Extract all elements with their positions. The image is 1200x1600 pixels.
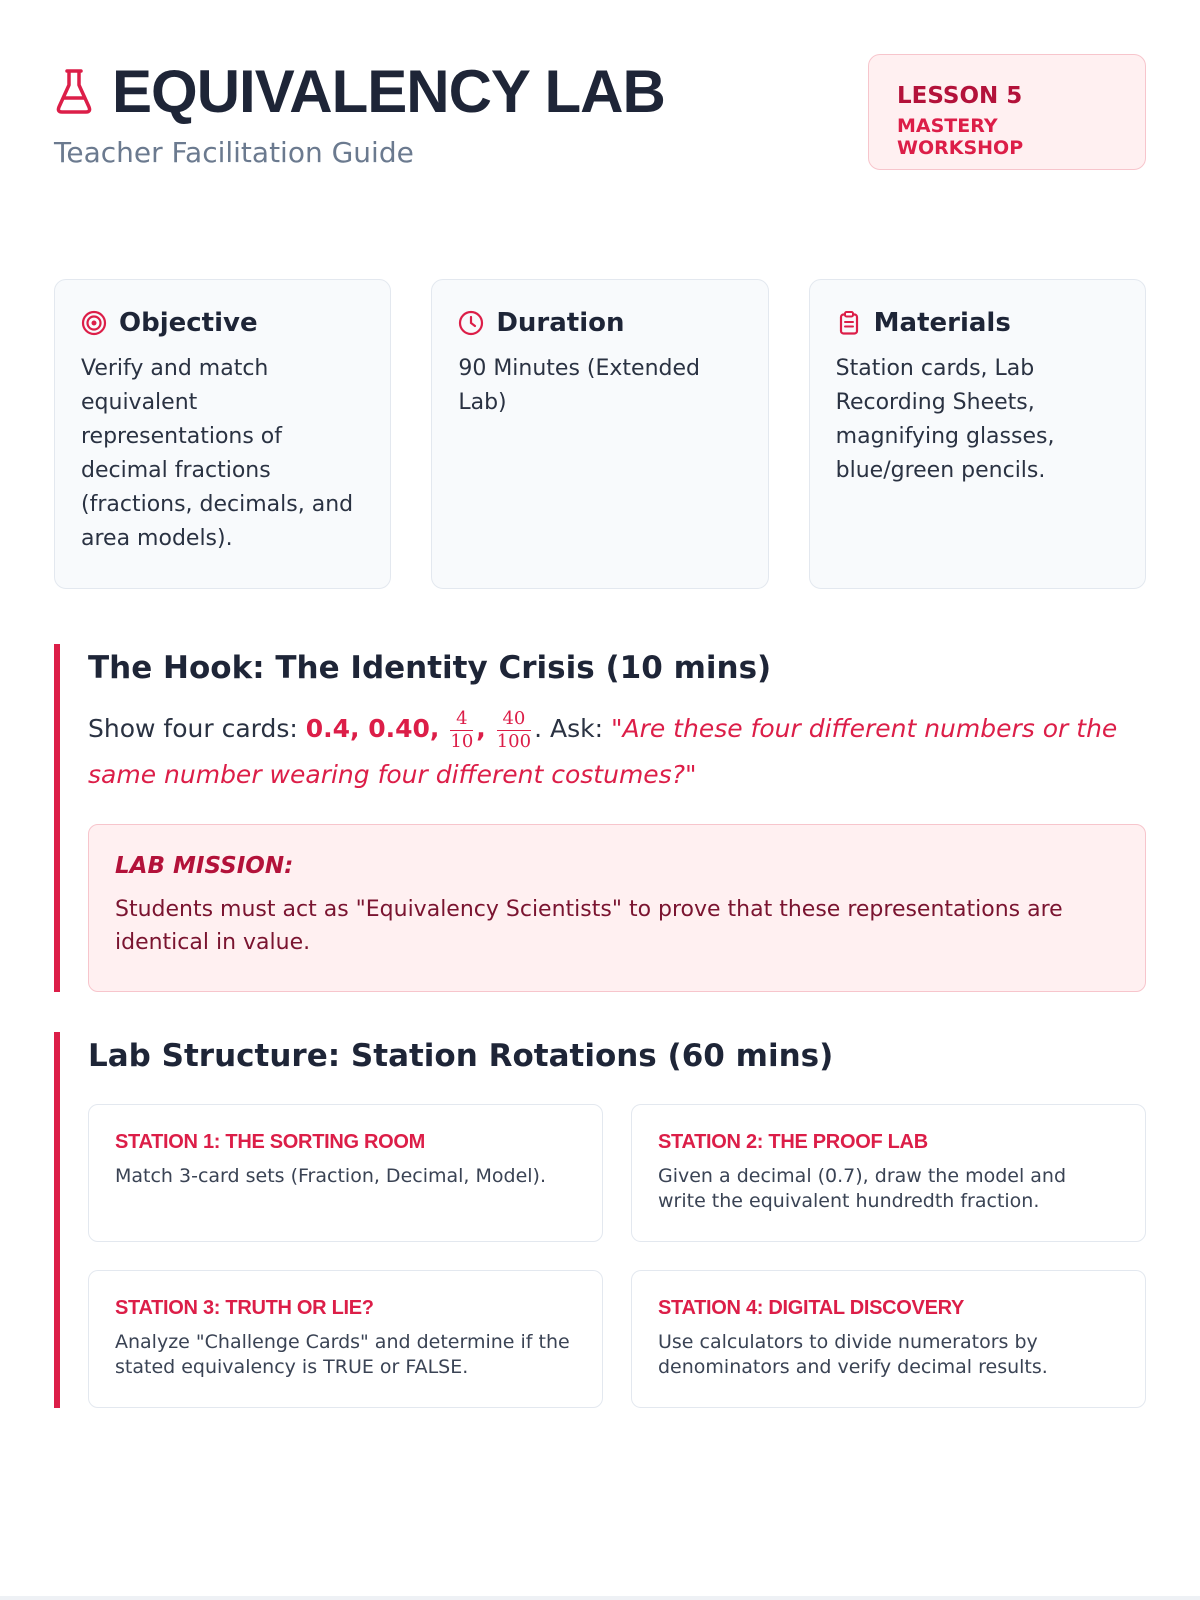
lesson-badge bbox=[868, 54, 1146, 170]
card-title: Objective bbox=[119, 308, 258, 338]
hook-section bbox=[54, 644, 1146, 992]
mission-text: Students must act as "Equivalency Scientists" to prove that these representations are identical in value. bbox=[115, 897, 1063, 955]
card-header bbox=[458, 308, 741, 338]
mission-label: LAB MISSION: bbox=[115, 853, 294, 879]
hook-ask: . Ask: bbox=[534, 714, 611, 743]
station-title: STATION 2: THE PROOF LAB bbox=[658, 1131, 928, 1153]
card-body: Station cards, Lab Recording Sheets, magnifying glasses, blue/green pencils. bbox=[835, 356, 1055, 483]
lesson-type: MASTERY WORKSHOP bbox=[897, 115, 1024, 159]
fraction-four-tenths bbox=[450, 707, 474, 752]
fraction-forty-hundredths bbox=[496, 707, 532, 752]
card-title: Duration bbox=[496, 308, 625, 338]
station-card bbox=[631, 1104, 1146, 1242]
lab-mission-box bbox=[88, 824, 1146, 992]
page-bottom-border bbox=[0, 1596, 1200, 1600]
lesson-number: LESSON 5 bbox=[897, 83, 1023, 109]
fraction-numerator: 40 bbox=[497, 710, 531, 731]
hook-text bbox=[88, 706, 1146, 798]
station-card bbox=[631, 1270, 1146, 1408]
page-subtitle: Teacher Facilitation Guide bbox=[54, 136, 414, 169]
station-title: STATION 1: THE SORTING ROOM bbox=[115, 1131, 426, 1153]
card-header bbox=[81, 308, 364, 338]
hook-question: "Are these four different numbers or the same number wearing four different costumes?" bbox=[88, 714, 1118, 789]
stations-grid bbox=[88, 1104, 1146, 1408]
station-card bbox=[88, 1270, 603, 1408]
card-title: Materials bbox=[873, 308, 1011, 338]
fraction-numerator: 4 bbox=[450, 710, 473, 731]
flask-icon bbox=[54, 65, 94, 117]
station-description: Given a decimal (0.7), draw the model and write the equivalent hundredth fraction. bbox=[658, 1165, 1067, 1212]
materials-card bbox=[809, 279, 1146, 589]
station-card bbox=[88, 1104, 603, 1242]
stations-section bbox=[54, 1032, 1146, 1408]
page-title: EQUIVALENCY LAB bbox=[112, 58, 665, 125]
card-body: 90 Minutes (Extended Lab) bbox=[458, 356, 700, 415]
hook-title: The Hook: The Identity Crisis (10 mins) bbox=[88, 650, 772, 686]
station-description: Analyze "Challenge Cards" and determine if the stated equivalency is TRUE or FALSE. bbox=[115, 1331, 570, 1378]
objective-card bbox=[54, 279, 391, 589]
header bbox=[54, 54, 1146, 224]
title-row bbox=[54, 54, 665, 125]
hook-values: 0.4, 0.40, bbox=[305, 714, 440, 743]
card-body: Verify and match equivalent representations of decimal fractions (fractions, decimals, and area models). bbox=[81, 356, 354, 551]
info-cards bbox=[54, 279, 1146, 589]
clock-icon bbox=[458, 310, 484, 336]
card-header bbox=[836, 308, 1119, 338]
comma: , bbox=[476, 714, 486, 743]
fraction-denominator: 10 bbox=[450, 730, 474, 752]
hook-intro: Show four cards: bbox=[88, 714, 306, 743]
target-icon bbox=[81, 310, 107, 336]
fraction-denominator: 100 bbox=[496, 730, 532, 752]
station-title: STATION 3: TRUTH OR LIE? bbox=[115, 1297, 374, 1319]
duration-card bbox=[431, 279, 768, 589]
station-description: Match 3-card sets (Fraction, Decimal, Model). bbox=[115, 1165, 546, 1187]
station-description: Use calculators to divide numerators by denominators and verify decimal results. bbox=[658, 1331, 1048, 1378]
station-title: STATION 4: DIGITAL DISCOVERY bbox=[658, 1297, 965, 1319]
stations-title: Lab Structure: Station Rotations (60 mins) bbox=[88, 1038, 834, 1074]
clipboard-icon bbox=[836, 310, 862, 336]
brand bbox=[54, 54, 665, 169]
